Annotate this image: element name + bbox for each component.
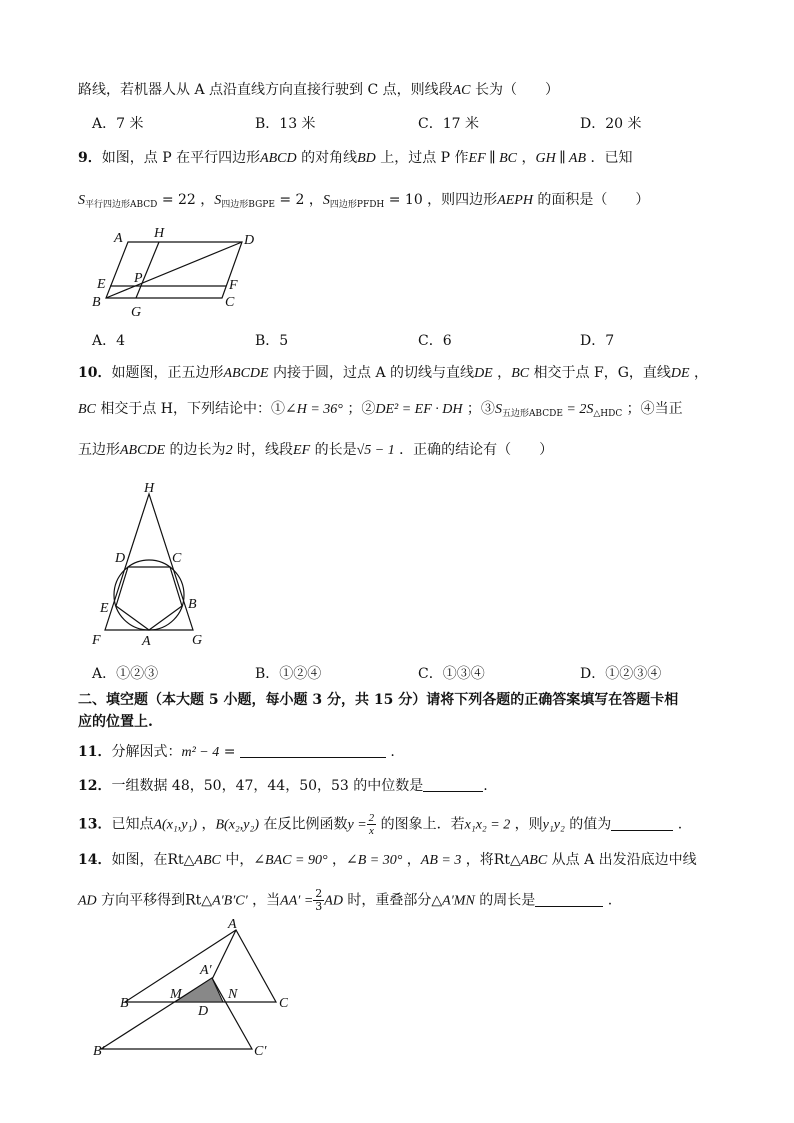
q10-stem-line2: BC 相交于点 H，下列结论中：①∠H = 36° ；②DE² = EF · DH ；$③S_{五边形ABCDE} = 2S_{\triangle HDC}$ ；④当正 — [78, 401, 683, 419]
q10-option-a: A．①②③ — [92, 666, 159, 682]
label-g: G — [192, 633, 203, 648]
label-h: H — [144, 481, 155, 496]
circumcircle — [114, 560, 184, 630]
q11: 11．分解因式：m² − 4 = . — [78, 744, 395, 760]
q9-stem-line1: 9．如图，点 P 在平行四边形ABCD 的对角线BD 上，过点 P 作EF ∥ BC ，GH ∥ AB ．已知 — [78, 150, 633, 166]
label-a: A — [142, 634, 151, 649]
label-c: C — [279, 996, 288, 1011]
label-f: F — [229, 278, 238, 293]
q13-fraction: $\frac{2}{x}$ — [368, 812, 375, 837]
q10-pentagon-figure — [86, 474, 216, 654]
q13-answer-blank[interactable] — [611, 816, 673, 831]
diagonal-bd — [106, 242, 242, 298]
label-b: B — [92, 295, 101, 310]
label-c: C — [225, 295, 235, 310]
label-p: P — [134, 271, 143, 286]
q14-stem-line2: AD 方向平移得到Rt△A′B′C′ ，当AA′ = $\frac{2}{3}$ AD 时，重叠部分△A′MN 的周长是 . — [78, 887, 613, 913]
label-d: D — [115, 551, 126, 566]
q10-option-d: D．①②③④ — [580, 666, 662, 682]
q8-option-c: C．17 米 — [418, 116, 479, 132]
q12-answer-blank[interactable] — [423, 777, 483, 792]
q9-option-a: A．4 — [92, 333, 126, 349]
label-b: B — [188, 597, 197, 612]
label-e: E — [97, 277, 106, 292]
section2-heading-line1: 二、填空题（本大题 5 小题，每小题 3 分，共 15 分）请将下列各题的正确答案填写在答题卡相 — [78, 692, 679, 708]
q8-stem: 路线，若机器人从 A 点沿直线方向直接行驶到 C 点，则线段AC 长为（ ） — [78, 82, 559, 98]
q12: 12．一组数据 48，50，47，44，50，53 的中位数是 . — [78, 778, 488, 794]
label-d: D — [244, 233, 255, 248]
q8-option-a: A．7 米 — [92, 116, 144, 132]
q9-option-b: B．5 — [255, 333, 289, 349]
segment-gh — [136, 242, 159, 298]
q9-option-c: C．6 — [418, 333, 452, 349]
q10-option-b: B．①②④ — [255, 666, 322, 682]
q14-stem-line1: 14．如图，在Rt△ABC 中，∠BAC = 90° ，∠B = 30° ，AB = 3 ，将Rt△ABC 从点 A 出发沿底边中线 — [78, 852, 697, 868]
q14-translation-figure — [88, 918, 288, 1058]
q14-answer-blank[interactable] — [535, 892, 603, 907]
q10-stem-line3: 五边形ABCDE 的边长为2 时，线段EF 的长是√5 − 1 ．正确的结论有（ ） — [78, 442, 554, 458]
q10-option-c: C．①③④ — [418, 666, 485, 682]
label-c-prime: C′ — [254, 1044, 267, 1058]
label-m: M — [170, 987, 182, 1002]
label-a-prime: A′ — [200, 963, 212, 978]
q8-option-d: D．20 米 — [580, 116, 642, 132]
label-a: A — [228, 918, 237, 932]
label-d: D — [198, 1004, 209, 1019]
q8-option-b: B．13 米 — [255, 116, 316, 132]
q9-stem-line2: $S_{平行四边形ABCD} = 22$ ，$S_{四边形BGPE} = 2$ ，$S_{四边形PFDH} = 10$ ，则四边形AEPH 的面积是（ ） — [78, 192, 650, 210]
q9-option-d: D．7 — [580, 333, 615, 349]
q9-parallelogram-figure — [88, 222, 268, 322]
label-g: G — [131, 305, 142, 320]
label-b-prime: B′ — [93, 1044, 105, 1058]
label-c: C — [172, 551, 182, 566]
q13: 13．已知点A(x₁,y₁) ，B(x₂,y₂) 在反比例函数y = $\frac{2}{x}$ 的图象上．若x₁x₂ = 2 ，则y₁y₂ 的值为 . — [78, 812, 683, 837]
label-h: H — [154, 226, 165, 241]
label-b: B — [120, 996, 129, 1011]
label-n: N — [228, 987, 238, 1002]
overlap-triangle-a-prime-m-n — [175, 978, 223, 1002]
label-f: F — [92, 633, 101, 648]
label-e: E — [100, 601, 109, 616]
q11-answer-blank[interactable] — [240, 743, 386, 758]
q14-fraction: $\frac{2}{3}$ — [315, 887, 323, 913]
section2-heading-line2: 应的位置上. — [78, 714, 153, 730]
q10-stem-line1: 10．如题图，正五边形ABCDE 内接于圆，过点 A 的切线与直线DE ，BC 相交于点 F，G，直线DE ， — [78, 365, 709, 381]
label-a: A — [114, 231, 123, 246]
